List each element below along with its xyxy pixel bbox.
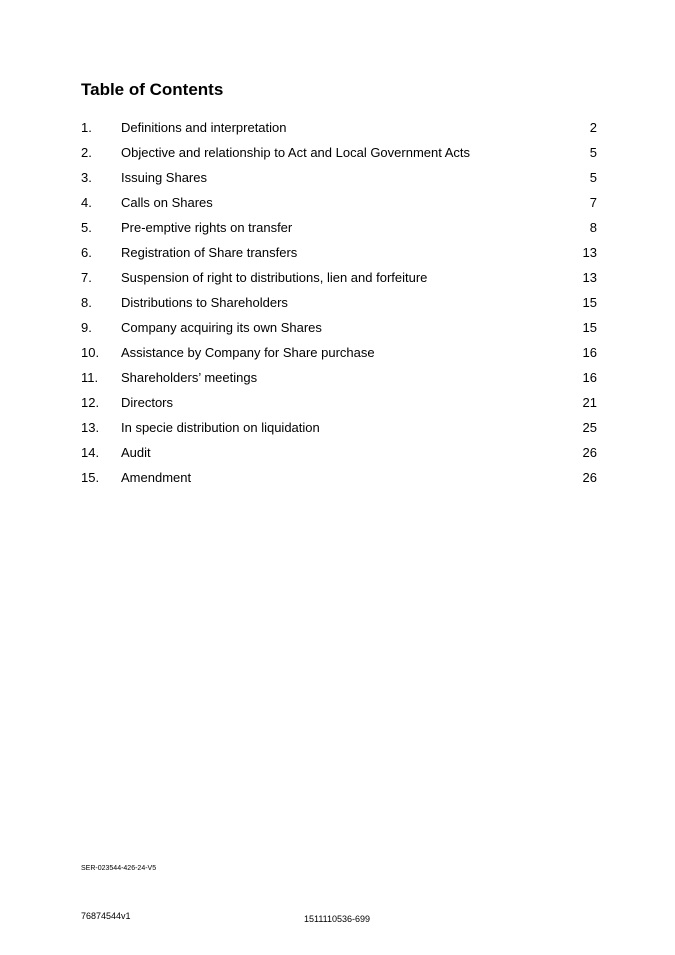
toc-entry-3[interactable] [81, 169, 597, 194]
footer-center-code: 1511110536-699 [304, 914, 371, 924]
toc-entry-title[interactable]: Issuing Shares [121, 170, 207, 185]
toc-entry-4[interactable] [81, 194, 597, 219]
toc-entry-7[interactable] [81, 269, 597, 294]
toc-entry-title[interactable]: Audit [121, 445, 151, 460]
toc-entry-title[interactable]: Registration of Share transfers [121, 245, 298, 260]
toc-entry-number: 7. [81, 270, 92, 285]
toc-entry-page: 16 [582, 370, 597, 385]
toc-entry-title[interactable]: Objective and relationship to Act and Local Government Acts [121, 145, 471, 160]
toc-entry-page: 5 [589, 170, 597, 185]
toc-entry-title[interactable]: Calls on Shares [121, 195, 213, 210]
toc-entry-page: 25 [582, 420, 597, 435]
toc-entry-5[interactable] [81, 219, 597, 244]
toc-entry-number: 5. [81, 220, 92, 235]
toc-entry-number: 3. [81, 170, 92, 185]
toc-entry-number: 13. [81, 420, 100, 435]
toc-entry-title[interactable]: In specie distribution on liquidation [121, 420, 320, 435]
toc-entry-number: 4. [81, 195, 92, 210]
toc-entry-title[interactable]: Company acquiring its own Shares [121, 320, 322, 335]
toc-entry-title[interactable]: Pre-emptive rights on transfer [121, 220, 293, 235]
footer-document-id: 76874544v1 [81, 911, 131, 921]
toc-entry-14[interactable] [81, 444, 597, 469]
toc-entry-page: 16 [582, 345, 597, 360]
toc-entry-title[interactable]: Distributions to Shareholders [121, 295, 288, 310]
toc-entry-page: 21 [582, 395, 597, 410]
footer-reference: SER-023544-426-24-V5 [81, 865, 157, 872]
toc-entry-page: 15 [582, 320, 597, 335]
toc-entry-page: 7 [589, 195, 597, 210]
toc-entry-number: 12. [81, 395, 100, 410]
toc-entry-9[interactable] [81, 319, 597, 344]
toc-entry-number: 11. [81, 370, 99, 385]
toc-entry-number: 1. [81, 120, 92, 135]
toc-entry-number: 8. [81, 295, 92, 310]
toc-entry-8[interactable] [81, 294, 597, 319]
toc-entry-title[interactable]: Shareholders’ meetings [121, 370, 258, 385]
toc-entry-title[interactable]: Directors [121, 395, 174, 410]
toc-entry-number: 6. [81, 245, 92, 260]
toc-entry-page: 13 [582, 270, 597, 285]
toc-entry-page: 2 [589, 120, 597, 135]
toc-entry-6[interactable] [81, 244, 597, 269]
toc-entry-title[interactable]: Suspension of right to distributions, lien and forfeiture [121, 270, 428, 285]
toc-entry-page: 13 [582, 245, 597, 260]
page-title: Table of Contents [81, 80, 224, 99]
toc-entry-title[interactable]: Assistance by Company for Share purchase [121, 345, 375, 360]
toc-entry-page: 26 [582, 470, 597, 485]
toc-entry-title[interactable]: Definitions and interpretation [121, 120, 287, 135]
toc-entry-15[interactable] [81, 469, 597, 494]
toc-list [81, 119, 597, 494]
toc-entry-11[interactable] [81, 369, 597, 394]
toc-entry-13[interactable] [81, 419, 597, 444]
toc-entry-number: 10. [81, 345, 100, 360]
toc-entry-2[interactable] [81, 144, 597, 169]
toc-entry-12[interactable] [81, 394, 597, 419]
toc-entry-page: 15 [582, 295, 597, 310]
toc-entry-number: 14. [81, 445, 100, 460]
toc-entry-number: 2. [81, 145, 92, 160]
toc-entry-page: 8 [589, 220, 597, 235]
toc-entry-10[interactable] [81, 344, 597, 369]
toc-entry-page: 5 [589, 145, 597, 160]
toc-entry-number: 9. [81, 320, 92, 335]
toc-entry-1[interactable] [81, 119, 597, 144]
toc-entry-number: 15. [81, 470, 100, 485]
toc-entry-page: 26 [582, 445, 597, 460]
toc-entry-title[interactable]: Amendment [121, 470, 192, 485]
